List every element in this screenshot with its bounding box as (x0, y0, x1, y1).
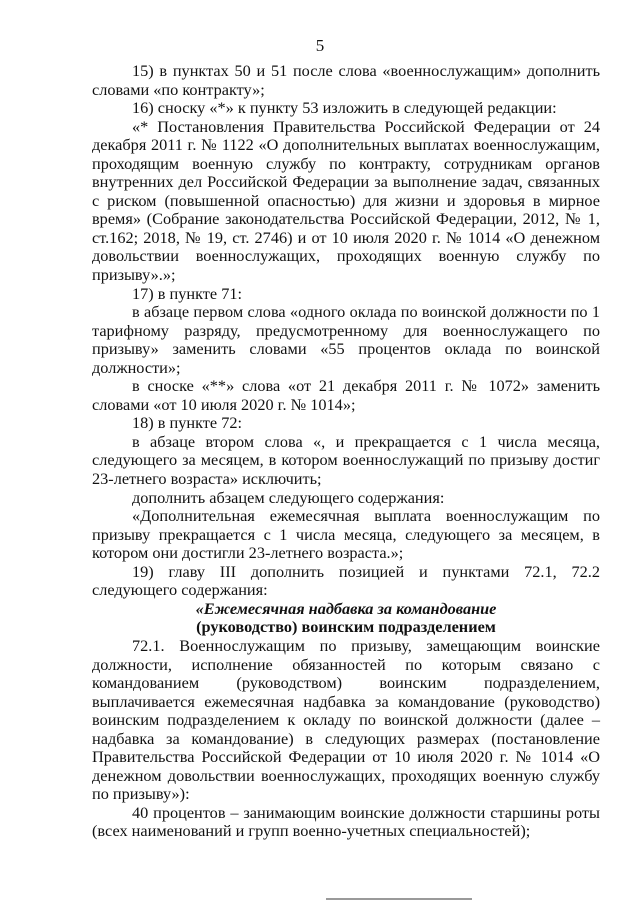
paragraph-40-percent: 40 процентов – занимающим воинские должности старшины роты (всех наименований и групп военно-учетных специальностей); (92, 802, 600, 841)
paragraph-item-16: 16) сноску «*» к пункту 53 изложить в следующей редакции: (132, 98, 557, 118)
section-heading-line-2: (руководство) воинским подразделением (196, 617, 496, 637)
paragraph-item-19: 19) главу III дополнить позицией и пунктами 72.1, 72.2 следующего содержания: (92, 561, 600, 600)
paragraph-item-17-footnote: в сноске «**» слова «от 21 декабря 2011 г. № 1072» заменить словами «от 10 июля 2020 г. № 1014»; (92, 376, 600, 414)
paragraph-item-17-first: в абзаце первом слова «одного оклада по воинской должности по 1 тарифному разряду, предусмотренному для военнослужащего по призыву» заменить словами «55 процентов оклада по воинской должности»; (92, 302, 600, 377)
paragraph-item-18-new: «Дополнительная ежемесячная выплата военнослужащим по призыву прекращается с 1 числа месяца, следующего за месяцем, в котором они достигли 23-летнего возраста.»; (92, 506, 600, 563)
paragraph-item-15: 15) в пунктах 50 и 51 после слова «военнослужащим» дополнить словами «по контракту»; (92, 61, 600, 99)
paragraph-item-18-second: в абзаце втором слова «, и прекращается с 1 числа месяца, следующего за месяцем, в котором военнослужащий по призыву достиг 23-летнего возраста» исключить; (92, 431, 600, 489)
section-heading-line-1: «Ежемесячная надбавка за командование (195, 598, 497, 618)
paragraph-item-17: 17) в пункте 71: (132, 283, 243, 303)
paragraph-item-18: 18) в пункте 72: (132, 413, 243, 433)
paragraph-72-1: 72.1. Военнослужащим по призыву, замещающим воинские должности, исполнение обязанностей по которым связано с командованием (руководством) воинским подразделением, выплачивается ежемесячная надбавка за командование (руководство) воинским подразделением к окладу по воинской должности (далее – надбавка за командование) в следующих размерах (постановление Правительства Российской Федерации от 10 июля 2020 г. № 1014 «О денежном довольствии военнослужащих, проходящих военную службу по призыву»): (92, 635, 600, 804)
paragraph-item-18-add: дополнить абзацем следующего содержания: (132, 487, 445, 507)
footnote-text: «* Постановления Правительства Российской Федерации от 24 декабря 2011 г. № 1122 «О дополнительных выплатах военнослужащим, проходящим военную службу по контракту, сотрудникам органов внутренних дел Российской Федерации за выполнение задач, связанных с риском (повышенной опасностью) для жизни и здоровья в мирное время» (Собрание законодательства Российской Федерации, 2012, № 1, ст.162; 2018, № 19, ст. 2746) и от 10 июля 2020 г. № 1014 «О денежном довольствии военнослужащих, проходящих военную службу по призыву».»; (92, 116, 600, 285)
document-body (92, 62, 600, 841)
scan-artifact-mark (326, 898, 472, 900)
page-number: 5 (315, 36, 325, 55)
